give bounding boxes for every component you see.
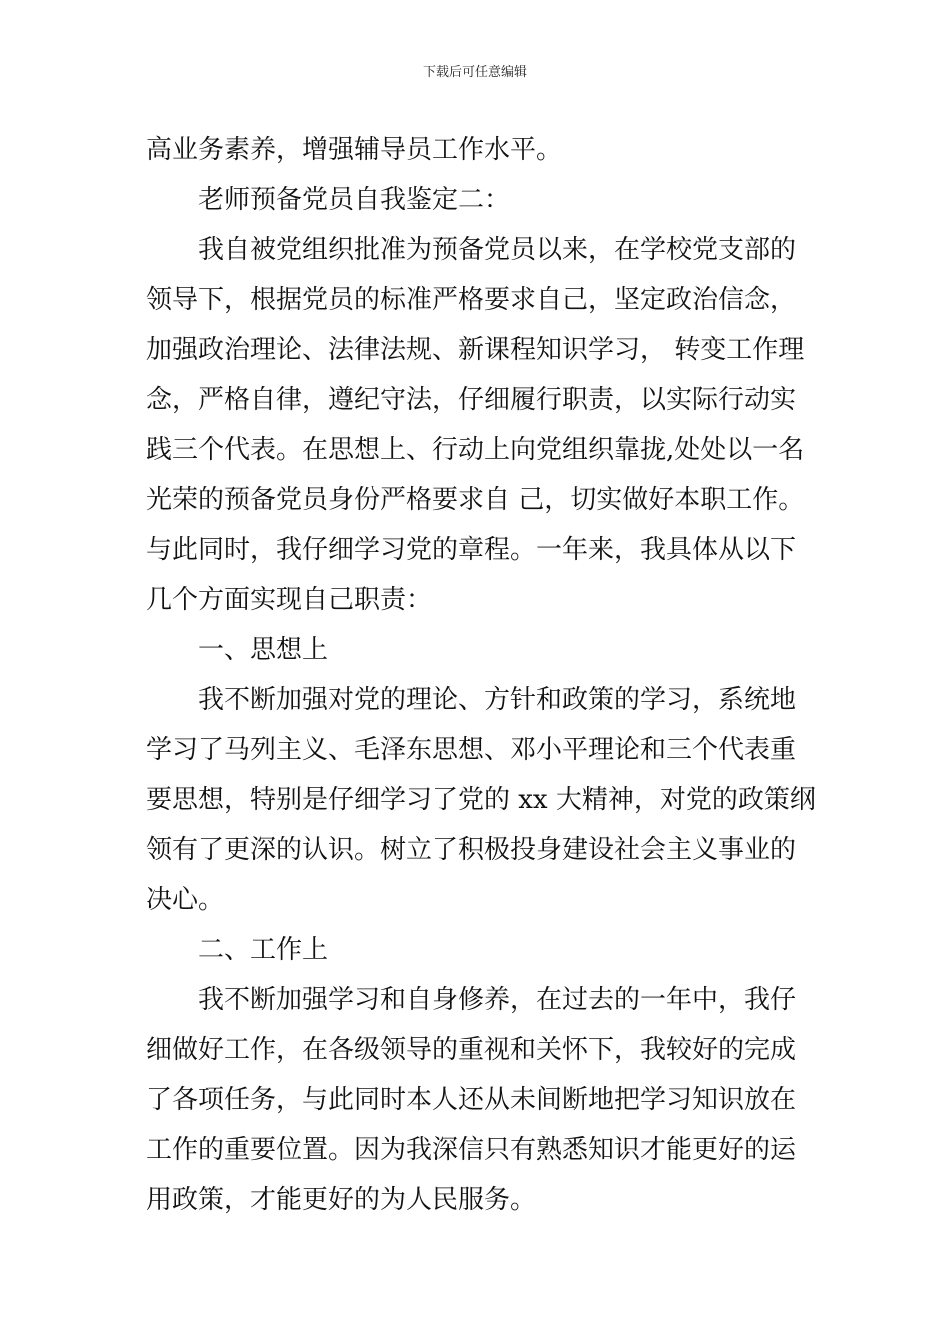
- page-header: 下载后可任意编辑: [422, 65, 527, 80]
- text-line: 我不断加强学习和自身修养，在过去的一年中，我仔: [198, 985, 797, 1015]
- section-heading: 二、工作上: [198, 935, 329, 965]
- section-heading: 一、思想上: [198, 635, 329, 665]
- text-line: 光荣的预备党员身份严格要求自 己，切实做好本职工作。: [146, 485, 805, 515]
- text-line: 与此同时，我仔细学习党的章程。一年来，我具体从以下: [146, 535, 797, 565]
- text-line: 我自被党组织批准为预备党员以来，在学校党支部的: [198, 235, 797, 265]
- section-title: 老师预备党员自我鉴定二：: [198, 185, 511, 215]
- text-line: 高业务素养，增强辅导员工作水平。: [146, 135, 563, 165]
- text-line: 践三个代表。在思想上、行动上向党组织靠拢,处处以一名: [146, 435, 805, 465]
- text-line: 工作的重要位置。因为我深信只有熟悉知识才能更好的运: [146, 1135, 797, 1165]
- text-line: 用政策，才能更好的为人民服务。: [146, 1185, 537, 1215]
- text-line: 我不断加强对党的理论、方针和政策的学习，系统地: [198, 685, 797, 715]
- document-body: [146, 125, 816, 1225]
- text-line: 了各项任务，与此同时本人还从未间断地把学习知识放在: [146, 1085, 797, 1115]
- text-line: 细做好工作，在各级领导的重视和关怀下，我较好的完成: [146, 1035, 797, 1065]
- text-line: 学习了马列主义、毛泽东思想、邓小平理论和三个代表重: [146, 735, 797, 765]
- text-line: 决心。: [146, 885, 225, 915]
- text-line: 要思想，特别是仔细学习了党的 xx 大精神，对党的政策纲: [146, 785, 816, 815]
- text-line: 领导下，根据党员的标准严格要求自己，坚定政治信念，: [146, 285, 797, 315]
- text-line: 念，严格自律，遵纪守法，仔细履行职责，以实际行动实: [146, 385, 797, 415]
- text-line: 领有了更深的认识。树立了积极投身建设社会主义事业的: [146, 835, 797, 865]
- text-line: 几个方面实现自己职责：: [146, 585, 433, 615]
- text-line: 加强政治理论、法律法规、新课程知识学习， 转变工作理: [146, 335, 805, 365]
